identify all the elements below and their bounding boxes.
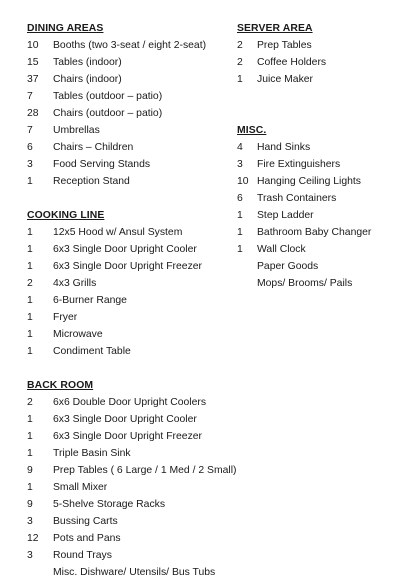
section-back-room bbox=[27, 377, 237, 581]
item-name: Trash Containers bbox=[257, 193, 337, 204]
item-name: Wall Clock bbox=[257, 244, 306, 255]
item-name: Coffee Holders bbox=[257, 57, 327, 68]
list-item bbox=[27, 105, 227, 122]
left-column bbox=[27, 20, 237, 581]
item-name: 6x6 Double Door Upright Coolers bbox=[53, 397, 207, 408]
item-name: 6-Burner Range bbox=[53, 295, 127, 306]
item-qty: 1 bbox=[237, 244, 243, 255]
item-qty: 1 bbox=[27, 329, 33, 340]
spacer bbox=[27, 360, 227, 377]
list-item bbox=[27, 445, 227, 462]
right-column bbox=[237, 20, 397, 292]
list-item bbox=[27, 173, 227, 190]
list-item bbox=[237, 156, 397, 173]
section-title: BACK ROOM bbox=[27, 380, 94, 391]
list-item bbox=[237, 37, 397, 54]
list-item bbox=[27, 156, 227, 173]
list-item bbox=[27, 88, 227, 105]
item-qty: 1 bbox=[27, 261, 33, 272]
item-qty: 37 bbox=[27, 74, 39, 85]
list-item bbox=[27, 37, 227, 54]
item-name: Umbrellas bbox=[53, 125, 100, 136]
section-misc bbox=[237, 122, 397, 292]
item-name: 6x3 Single Door Upright Freezer bbox=[53, 431, 203, 442]
item-name: Chairs – Children bbox=[53, 142, 134, 153]
list-item bbox=[27, 258, 227, 275]
list-item bbox=[237, 207, 397, 224]
list-item bbox=[27, 54, 227, 71]
list-item bbox=[27, 275, 227, 292]
item-qty: 10 bbox=[27, 40, 39, 51]
item-qty bbox=[27, 564, 53, 581]
section-dining-areas bbox=[27, 20, 227, 190]
list-item bbox=[237, 241, 397, 258]
section-cooking-line bbox=[27, 207, 227, 360]
item-qty: 2 bbox=[27, 397, 33, 408]
item-name: Condiment Table bbox=[53, 346, 131, 357]
item-name: 12x5 Hood w/ Ansul System bbox=[53, 227, 183, 238]
item-qty: 1 bbox=[27, 346, 33, 357]
item-qty: 2 bbox=[27, 278, 33, 289]
spacer bbox=[237, 88, 397, 105]
item-qty: 1 bbox=[27, 312, 33, 323]
list-item bbox=[237, 258, 397, 275]
list-item bbox=[27, 309, 227, 326]
list-item bbox=[27, 139, 227, 156]
item-qty: 1 bbox=[27, 176, 33, 187]
item-qty: 3 bbox=[27, 159, 33, 170]
list-item bbox=[27, 428, 227, 445]
list-item bbox=[237, 275, 397, 292]
item-qty: 10 bbox=[237, 176, 249, 187]
item-qty bbox=[237, 275, 257, 292]
section-title: DINING AREAS bbox=[27, 23, 104, 34]
item-name: Juice Maker bbox=[257, 74, 314, 85]
item-qty: 1 bbox=[27, 295, 33, 306]
item-name: 6x3 Single Door Upright Cooler bbox=[53, 414, 197, 425]
item-name: Small Mixer bbox=[53, 482, 108, 493]
list-item bbox=[237, 224, 397, 241]
item-qty: 1 bbox=[27, 482, 33, 493]
spacer bbox=[237, 105, 397, 122]
item-qty: 7 bbox=[27, 125, 33, 136]
item-name: Hanging Ceiling Lights bbox=[257, 176, 361, 187]
list-item bbox=[27, 462, 237, 479]
list-item bbox=[27, 343, 227, 360]
item-name: Round Trays bbox=[53, 550, 112, 561]
item-qty: 1 bbox=[27, 431, 33, 442]
list-item bbox=[27, 241, 227, 258]
item-qty: 9 bbox=[27, 499, 33, 510]
item-qty: 28 bbox=[27, 108, 39, 119]
list-item bbox=[27, 122, 227, 139]
item-name: Prep Tables ( 6 Large / 1 Med / 2 Small) bbox=[53, 465, 237, 476]
item-name: Bussing Carts bbox=[53, 516, 118, 527]
list-item bbox=[237, 173, 397, 190]
item-name: Tables (outdoor – patio) bbox=[53, 91, 163, 102]
item-qty: 9 bbox=[27, 465, 33, 476]
item-name: Tables (indoor) bbox=[53, 57, 122, 68]
section-title: MISC. bbox=[237, 125, 267, 136]
list-item bbox=[237, 54, 397, 71]
item-qty: 1 bbox=[237, 74, 243, 85]
item-qty: 2 bbox=[237, 40, 243, 51]
item-name: Fryer bbox=[53, 312, 78, 323]
item-name: 4x3 Grills bbox=[53, 278, 97, 289]
item-qty: 3 bbox=[27, 550, 33, 561]
item-qty: 1 bbox=[27, 244, 33, 255]
item-name: Booths (two 3-seat / eight 2-seat) bbox=[53, 40, 207, 51]
list-item bbox=[27, 394, 227, 411]
spacer bbox=[27, 190, 227, 207]
list-item bbox=[27, 513, 227, 530]
item-qty: 7 bbox=[27, 91, 33, 102]
item-name: Misc. Dishware/ Utensils/ Bus Tubs bbox=[53, 567, 216, 578]
section-server-area bbox=[237, 20, 397, 88]
list-item bbox=[27, 224, 227, 241]
item-name: 5-Shelve Storage Racks bbox=[53, 499, 166, 510]
item-qty: 12 bbox=[27, 533, 39, 544]
item-name: 6x3 Single Door Upright Cooler bbox=[53, 244, 197, 255]
item-qty: 2 bbox=[237, 57, 243, 68]
item-name: Hand Sinks bbox=[257, 142, 311, 153]
item-qty: 4 bbox=[237, 142, 243, 153]
item-name: Fire Extinguishers bbox=[257, 159, 341, 170]
item-qty: 1 bbox=[237, 227, 243, 238]
item-name: Mops/ Brooms/ Pails bbox=[257, 278, 353, 289]
list-item bbox=[27, 547, 227, 564]
item-qty bbox=[237, 258, 257, 275]
item-name: 6x3 Single Door Upright Freezer bbox=[53, 261, 203, 272]
item-name: Step Ladder bbox=[257, 210, 314, 221]
section-title: SERVER AREA bbox=[237, 23, 313, 34]
item-name: Pots and Pans bbox=[53, 533, 121, 544]
list-item bbox=[27, 411, 227, 428]
item-name: Paper Goods bbox=[257, 261, 319, 272]
item-name: Reception Stand bbox=[53, 176, 130, 187]
item-qty: 15 bbox=[27, 57, 39, 68]
list-item bbox=[27, 530, 227, 547]
list-item bbox=[27, 479, 227, 496]
list-item bbox=[27, 71, 227, 88]
item-qty: 1 bbox=[27, 414, 33, 425]
item-qty: 3 bbox=[27, 516, 33, 527]
item-name: Food Serving Stands bbox=[53, 159, 151, 170]
list-item bbox=[237, 139, 397, 156]
list-item bbox=[27, 496, 227, 513]
item-name: Chairs (indoor) bbox=[53, 74, 122, 85]
item-name: Triple Basin Sink bbox=[53, 448, 131, 459]
item-qty: 1 bbox=[27, 448, 33, 459]
item-qty: 6 bbox=[237, 193, 243, 204]
item-qty: 6 bbox=[27, 142, 33, 153]
list-item bbox=[27, 292, 227, 309]
list-item bbox=[237, 71, 397, 88]
item-qty: 3 bbox=[237, 159, 243, 170]
list-item bbox=[237, 190, 397, 207]
item-name: Prep Tables bbox=[257, 40, 312, 51]
list-item bbox=[27, 564, 227, 581]
item-qty: 1 bbox=[237, 210, 243, 221]
list-item bbox=[27, 326, 227, 343]
item-name: Microwave bbox=[53, 329, 103, 340]
item-qty: 1 bbox=[27, 227, 33, 238]
item-name: Chairs (outdoor – patio) bbox=[53, 108, 163, 119]
section-title: COOKING LINE bbox=[27, 210, 105, 221]
item-name: Bathroom Baby Changer bbox=[257, 227, 372, 238]
